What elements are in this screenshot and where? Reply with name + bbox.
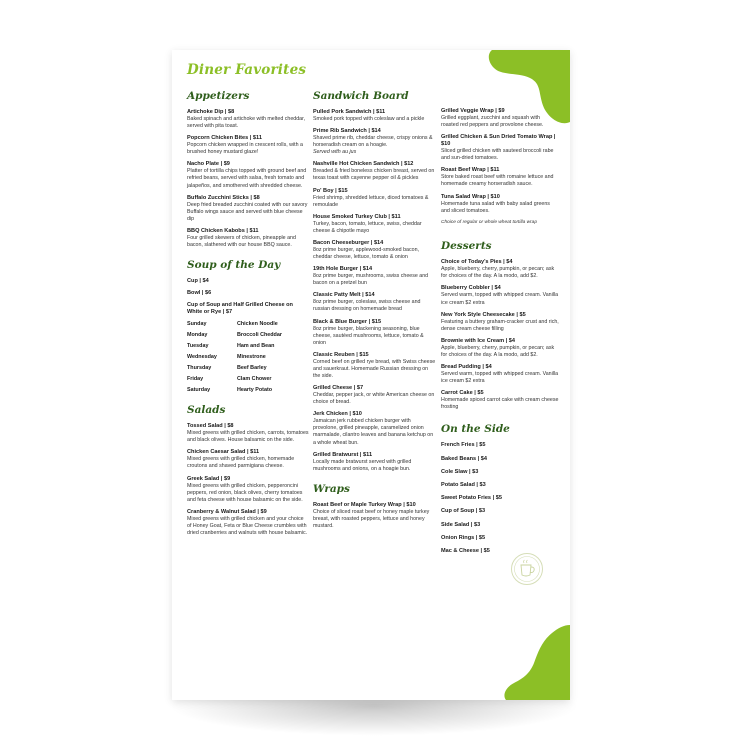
item-name: Sweet Potato Fries | $5 (441, 495, 502, 502)
soup-schedule (187, 321, 309, 394)
soup-name: Hearty Potato (237, 387, 273, 394)
menu-item (187, 278, 309, 285)
menu-item (187, 476, 309, 504)
item-name: Grilled Veggie Wrap | $9 (441, 108, 505, 114)
item-description: 8oz prime burger, coleslaw, swiss cheese and russian dressing on homemade bread (313, 299, 421, 313)
item-name: Nacho Plate | $9 (187, 161, 230, 168)
item-name: Cup of Soup and Half Grilled Cheese on White or Rye | $7 (187, 302, 293, 316)
item-description: 8oz prime burger, blackening seasoning, blue cheese, sautéed mushrooms, lettuce, tomato & onion (313, 325, 424, 346)
column-left (187, 90, 309, 542)
item-name: New York Style Cheesecake | $5 (441, 311, 526, 318)
menu-item (441, 259, 559, 280)
menu-item (313, 188, 436, 209)
item-name: Jerk Chicken | $10 (313, 411, 362, 418)
soup-day: Saturday (187, 387, 211, 394)
item-name: Classic Patty Melt | $14 (313, 292, 375, 299)
item-name: Choice of Today's Pies | $4 (441, 259, 513, 266)
sides-list (441, 442, 559, 555)
menu-item (187, 195, 309, 223)
item-name: Cup of Soup | $3 (441, 508, 486, 515)
menu-item (313, 292, 436, 313)
item-description: Sliced grilled chicken with sauteed broccoli rabe and sun-dried tomatoes. (441, 148, 554, 162)
item-name: Cole Slaw | $3 (441, 468, 479, 475)
item-description: Cheddar, pepper jack, or white American cheese on choice of bread. (313, 392, 435, 406)
soup-day: Sunday (187, 321, 207, 328)
menu-item (441, 535, 559, 542)
item-name: Blueberry Cobbler | $4 (441, 285, 501, 292)
menu-item (313, 502, 436, 530)
item-name: Bread Pudding | $4 (441, 364, 492, 370)
menu-item (187, 509, 309, 537)
wrap-note: Choice of regular or whole wheat tortilla wrap (441, 219, 537, 225)
appetizers-heading: Appetizers (187, 90, 250, 102)
item-name: Side Salad | $3 (441, 521, 481, 528)
item-name: Roast Beef Wrap | $11 (441, 167, 500, 174)
item-description: Corned beef on grilled rye bread, with Swiss cheese and sauerkraut. Homemade Russian dressing on the side. (313, 358, 436, 379)
item-name: Tossed Salad | $8 (187, 423, 234, 430)
item-description: Mixed greens with grilled chicken, pepperoncini peppers, red onion, black olives, cherry tomatoes and feta cheese with house balsamic on the side. (187, 482, 303, 503)
item-name: Potato Salad | $3 (441, 481, 486, 488)
item-description: Breaded & fried boneless chicken breast, served on texas toast with cayenne pepper oil & pickles (313, 168, 435, 182)
item-name: Grilled Chicken & Sun Dried Tomato Wrap | $10 (441, 134, 556, 148)
menu-item (441, 482, 559, 489)
menu-item (313, 319, 436, 347)
wraps-heading: Wraps (313, 482, 350, 495)
item-name: French Fries | $5 (441, 442, 486, 449)
item-description: Grilled eggplant, zucchini and squash with roasted red peppers and provolone cheese. (441, 115, 544, 129)
menu-item (187, 135, 309, 156)
menu-item (313, 352, 436, 380)
item-description: 8oz prime burger, mushrooms, swiss cheese and bacon on a pretzel bun (313, 273, 429, 287)
soup-day: Tuesday (187, 343, 209, 350)
menu-item (441, 108, 559, 129)
item-description: Four grilled skewers of chicken, pineapple and bacon, slathered with our house BBQ sauce. (187, 234, 296, 249)
menu-item (187, 228, 309, 249)
soup-day: Thursday (187, 365, 212, 372)
item-name: Carrot Cake | $5 (441, 390, 484, 397)
soup-day: Monday (187, 332, 208, 339)
soup-day: Wednesday (187, 354, 217, 361)
item-description: Fried shrimp, shredded lettuce, diced tomatoes & remoulade (313, 194, 429, 208)
soup-name: Clam Chower (237, 376, 272, 383)
item-description: Mixed greens with grilled chicken, carrots, tomatoes and black olives. House balsamic on the side. (187, 430, 309, 444)
soup-name: Broccoli Cheddar (237, 332, 282, 339)
item-description: Homemade spiced carrot cake with cream cheese frosting (441, 397, 559, 411)
item-description: Turkey, bacon, tomato, lettuce, swiss, cheddar cheese & chipotle mayo (313, 220, 422, 234)
item-name: Cranberry & Walnut Salad | $9 (187, 508, 267, 515)
item-description: Baked spinach and artichoke with melted cheddar, served with pita toast. (187, 116, 306, 130)
menu-item (187, 290, 309, 297)
sides-heading: On the Side (441, 423, 510, 436)
item-description: 8oz prime burger, applewood-smoked bacon, cheddar cheese, lettuce, tomato & onion (313, 246, 419, 261)
item-description: Apple, blueberry, cherry, pumpkin, or pecan; ask for choices of the day. A la modo, add $2. (441, 266, 555, 280)
menu-item (441, 167, 559, 188)
item-description: Jamaican jerk rubbed chicken burger with provolone, grilled pineapple, caramelized onion marmalade, cilantro leaves and banana ketchup on a whole wheat bun. (313, 418, 434, 446)
item-name: Po' Boy | $15 (313, 187, 348, 194)
menu-item (441, 312, 559, 333)
menu-item (441, 456, 559, 463)
item-name: Baked Beans | $4 (441, 455, 488, 462)
menu-item (441, 522, 559, 529)
menu-item (313, 161, 436, 182)
item-name: Roast Beef or Maple Turkey Wrap | $10 (313, 501, 416, 508)
menu-item (441, 390, 559, 411)
menu-item (441, 469, 559, 476)
menu-item (187, 449, 309, 470)
item-description: Apple, blueberry, cherry, pumpkin, or pecan; ask for choices of the day. A la modo, add $2. (441, 344, 555, 358)
item-description: Served warm, topped with whipped cream. Vanilla ice cream $2 extra (441, 292, 559, 306)
item-note: Served with au jus (313, 149, 357, 156)
item-name: BBQ Chicken Kabobs | $11 (187, 227, 259, 234)
column-middle (313, 90, 436, 535)
menu-item (313, 452, 436, 473)
menu-sheet (172, 50, 570, 700)
menu-item (313, 214, 436, 235)
menu-item (441, 194, 559, 215)
soup-name: Beef Barley (237, 365, 267, 372)
menu-item (187, 161, 309, 189)
soup-name: Chicken Noodle (237, 321, 278, 328)
soup-day: Friday (187, 376, 204, 383)
menu-item (441, 508, 559, 515)
item-name: Pulled Pork Sandwich | $11 (313, 109, 386, 115)
item-description: Served warm, topped with whipped cream. Vanilla ice cream $2 extra (441, 371, 559, 385)
item-name: Black & Blue Burger | $15 (313, 318, 382, 325)
menu-item (441, 285, 559, 306)
item-description: Featuring a buttery graham-cracker crust and rich, dense cream cheese filling (441, 318, 559, 332)
column-right (441, 108, 559, 561)
menu-title: Diner Favorites (187, 62, 307, 78)
item-name: Greek Salad | $9 (187, 475, 231, 482)
item-name: Brownie with Ice Cream | $4 (441, 337, 515, 344)
menu-item (441, 495, 559, 502)
soup-name: Ham and Bean (237, 343, 275, 350)
menu-item (187, 423, 309, 444)
item-description: Locally made bratwurst served with grilled mushrooms and onions, on a hoagie bun. (313, 458, 412, 472)
menu-item (313, 109, 436, 123)
item-name: House Smoked Turkey Club | $11 (313, 213, 401, 220)
item-description: Mixed greens with grilled chicken and your choice of Honey Goat, Feta or Blue Cheese crumbles with dried cranberries and walnuts with house balsamic. (187, 515, 308, 536)
bottom-right-green-blob (500, 625, 570, 700)
sandwich-heading: Sandwich Board (313, 90, 409, 102)
item-name: Buffalo Zucchini Sticks | $8 (187, 194, 260, 201)
menu-item (313, 240, 436, 261)
coffee-cup-icon (510, 552, 544, 586)
desserts-heading: Desserts (441, 240, 492, 253)
item-description: Popcorn chicken wrapped in crescent rolls, with a brushed honey mustard glaze! (187, 142, 303, 156)
menu-item (441, 364, 559, 385)
item-description: Choice of sliced roast beef or honey maple turkey breast, with roasted peppers, lettuce and honey mustard. (313, 508, 430, 529)
item-name: Tuna Salad Wrap | $10 (441, 193, 500, 200)
item-name: Prime Rib Sandwich | $14 (313, 128, 381, 135)
item-description: Shaved prime rib, cheddar cheese, crispy onions & horseradish cream on a hoagie. (313, 135, 433, 149)
item-description: Store baked roast beef with romaine lettuce and homemade creamy horseradish sauce. (441, 174, 554, 188)
item-name: Chicken Caesar Salad | $11 (187, 449, 260, 456)
item-description: Homemade tuna salad with baby salad greens and sliced tomatoes. (441, 200, 550, 214)
item-name: Grilled Bratwurst | $11 (313, 451, 373, 458)
salads-heading: Salads (187, 404, 226, 417)
item-name: 19th Hole Burger | $14 (313, 266, 373, 273)
item-name: Grilled Cheese | $7 (313, 385, 364, 392)
item-name: Nashville Hot Chicken Sandwich | $12 (313, 161, 414, 168)
menu-item (313, 385, 436, 406)
item-description: Platter of tortilla chips topped with ground beef and refried beans, served with salsa, fresh tomato and jalapeños, and smothered with shredded cheese. (187, 168, 307, 189)
item-name: Classic Reuben | $15 (313, 351, 369, 358)
menu-item (441, 338, 559, 359)
item-name: Cup | $4 (187, 278, 209, 285)
menu-item (187, 109, 309, 130)
item-name: Artichoke Dip | $8 (187, 109, 235, 115)
item-name: Bacon Cheeseburger | $14 (313, 239, 384, 246)
soup-heading: Soup of the Day (187, 259, 281, 272)
item-name: Popcorn Chicken Bites | $11 (187, 135, 262, 142)
menu-item (441, 134, 559, 162)
item-name: Onion Rings | $5 (441, 534, 486, 541)
item-name: Mac & Cheese | $5 (441, 547, 490, 554)
item-description: Deep fried breaded zucchini coated with our savory Buffalo wings sauce and served with blue cheese dip (187, 201, 308, 222)
menu-item (187, 302, 309, 316)
menu-item (313, 128, 436, 156)
item-description: Smoked pork topped with coleslaw and a pickle (313, 116, 425, 122)
item-description: Mixed greens with grilled chicken, homemade croutons and shaved parmigiana cheese. (187, 456, 295, 470)
menu-item (313, 411, 436, 446)
soup-name: Minestrone (237, 354, 266, 361)
menu-item (313, 266, 436, 287)
menu-item (441, 442, 559, 449)
item-name: Bowl | $6 (187, 290, 212, 297)
